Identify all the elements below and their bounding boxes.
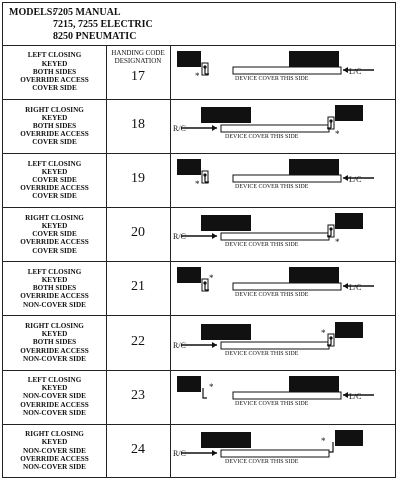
description-line: KEYED [41,276,68,285]
description-line: NON-COVER SIDE [23,300,86,309]
device-bar [221,342,329,349]
device-cover-label: DEVICE COVER THIS SIDE [235,76,309,82]
description-line: KEYED [41,59,68,68]
handing-code-number: 23 [131,387,145,403]
description-line: NON-COVER SIDE [23,392,86,401]
override-asterisk: * [321,327,326,338]
description-line: COVER SIDE [32,138,77,147]
device-bar [233,283,341,290]
table-row [3,424,395,478]
closing-arrow [181,342,217,348]
device-cover-label: DEVICE COVER THIS SIDE [225,134,299,141]
door-diagram [171,370,395,424]
description-line: KEYED [41,221,68,230]
models-label: MODELS: [9,7,56,18]
handing-code-table [2,2,396,478]
models-line-3: 8250 PNEUMATIC [53,31,137,42]
description-line: RIGHT CLOSING [25,105,84,114]
door-frame-left [177,51,201,67]
handing-code-cell [106,99,171,153]
door-frame-left [201,324,251,340]
description-line: COVER SIDE [32,230,77,239]
left-close-label: L/C [349,67,362,76]
handing-description [3,370,107,424]
description-line: OVERRIDE ACCESS [20,76,89,85]
table-row [3,153,395,208]
device-bar [233,175,341,182]
models-line-2: 7215, 7255 ELECTRIC [53,19,153,30]
handing-description [3,261,107,315]
description-line: KEYED [41,384,68,393]
device-bar [233,67,341,74]
table-row [3,207,395,262]
description-line: BOTH SIDES [32,338,77,347]
device-cover-label: DEVICE COVER THIS SIDE [235,292,309,299]
cover-side-lock [327,334,334,346]
device-cover-label: DEVICE COVER THIS SIDE [235,184,309,191]
device-cover-label: DEVICE COVER THIS SIDE [225,242,299,249]
description-line: OVERRIDE ACCESS [20,184,89,193]
description-line: OVERRIDE ACCESS [20,238,89,247]
description-line: LEFT CLOSING [27,267,82,276]
handing-description [3,153,107,207]
description-line: KEYED [41,167,68,176]
door-diagram [171,261,395,315]
door-diagram-cell [171,424,395,478]
door-frame-left [177,376,201,392]
override-asterisk: * [321,435,326,446]
description-line: COVER SIDE [32,84,77,93]
door-frame-left [177,159,201,175]
description-line: BOTH SIDES [32,121,77,130]
models-line-1: 7205 MANUAL [53,7,121,18]
door-frame-left [177,267,201,283]
description-line: COVER SIDE [32,176,77,185]
description-line: OVERRIDE ACCESS [20,454,89,463]
door-diagram-cell [171,207,395,261]
door-frame-left [201,107,251,123]
handing-code-cell [106,316,171,370]
cover-side-lock [202,63,209,75]
arrow-head [212,125,217,131]
cover-side-lock [327,225,334,237]
description-line: NON-COVER SIDE [23,354,86,363]
left-close-label: L/C [349,391,362,401]
handing-code-number: 21 [131,279,145,295]
door-frame-right [289,159,339,175]
description-line: RIGHT CLOSING [25,430,84,439]
code-column-header [106,49,170,65]
right-close-label: R/C [173,232,186,242]
code-header-line-1: HANDING CODE [111,49,165,57]
door-frame-right [335,213,363,229]
door-diagram [171,45,395,99]
code-header-line-2: DESIGNATION [114,57,162,65]
door-diagram-cell [171,99,395,153]
handing-code-cell [106,45,171,99]
description-line: BOTH SIDES [32,67,77,76]
handing-description [3,424,107,478]
handing-code-number: 19 [131,171,145,187]
arrow-head [343,175,348,181]
door-frame-left [201,432,251,448]
door-frame-left [201,215,251,231]
door-frame-right [335,322,363,338]
description-line: OVERRIDE ACCESS [20,292,89,301]
description-line: KEYED [41,438,68,447]
right-close-label: R/C [173,340,186,350]
table-row [3,99,395,154]
cover-side-lock [202,279,209,291]
left-close-label: L/C [349,175,362,185]
handing-code-cell [106,207,171,261]
description-line: OVERRIDE ACCESS [20,346,89,355]
door-diagram-cell [171,153,395,207]
closing-arrow [181,233,217,239]
description-line: BOTH SIDES [32,284,77,293]
override-asterisk: * [209,273,214,284]
description-line: NON-COVER SIDE [23,446,86,455]
door-frame-right [289,51,339,67]
handing-code-cell [106,424,171,478]
device-bar [233,392,341,399]
closing-arrow [181,450,217,456]
description-line: RIGHT CLOSING [25,321,84,330]
override-asterisk: * [335,129,340,140]
door-diagram-cell [171,370,395,424]
table-row [3,45,395,100]
handing-code-cell [106,153,171,207]
handing-code-cell [106,370,171,424]
handing-code-number: 17 [131,69,145,84]
table-row [3,261,395,316]
door-diagram-cell [171,316,395,370]
override-asterisk: * [209,381,214,392]
door-diagram [171,153,395,207]
device-bar [221,233,329,240]
handing-code-number: 22 [131,333,145,349]
door-diagram-cell [171,261,395,315]
device-bar [221,125,329,132]
door-diagram-cell [171,45,395,99]
door-diagram [171,207,395,261]
description-line: OVERRIDE ACCESS [20,400,89,409]
handing-description [3,99,107,153]
cover-side-lock [202,171,209,183]
handing-code-number: 24 [131,441,145,457]
device-cover-label: DEVICE COVER THIS SIDE [225,350,299,357]
left-close-label: L/C [349,283,362,293]
door-frame-right [289,267,339,283]
description-line: KEYED [41,113,68,122]
device-cover-label: DEVICE COVER THIS SIDE [235,400,309,407]
device-cover-label: DEVICE COVER THIS SIDE [225,458,299,465]
description-line: NON-COVER SIDE [23,408,86,417]
override-asterisk: * [335,237,340,248]
override-asterisk: * [195,179,200,190]
door-diagram [171,316,395,370]
description-line: NON-COVER SIDE [23,462,86,471]
handing-code-number: 18 [131,117,145,133]
handing-code-cell [106,261,171,315]
description-line: RIGHT CLOSING [25,213,84,222]
description-line: LEFT CLOSING [27,159,82,168]
cover-side-bracket [203,388,207,398]
description-line: COVER SIDE [32,192,77,201]
arrow-head [343,67,348,73]
cover-side-bracket [329,442,333,452]
arrow-head [343,283,348,289]
right-close-label: R/C [173,448,186,458]
handing-description [3,316,107,370]
device-bar [221,450,329,457]
arrow-head [343,392,348,398]
cover-side-lock [327,117,334,129]
models-header [3,3,395,46]
door-frame-right [335,105,363,121]
door-frame-right [335,430,363,446]
arrow-head [212,342,217,348]
arrow-head [212,233,217,239]
description-line: LEFT CLOSING [27,51,82,60]
description-line: KEYED [41,330,68,339]
handing-description [3,207,107,261]
table-row [3,370,395,425]
handing-code-number: 20 [131,225,145,241]
door-diagram [171,99,395,153]
description-line: LEFT CLOSING [27,376,82,385]
right-close-label: R/C [173,124,186,134]
door-frame-right [289,376,339,392]
description-line: COVER SIDE [32,246,77,255]
table-row [3,316,395,371]
description-line: OVERRIDE ACCESS [20,130,89,139]
arrow-head [212,450,217,456]
handing-description [3,45,107,99]
override-asterisk: * [195,71,200,81]
door-diagram [171,424,395,478]
closing-arrow [181,125,217,131]
